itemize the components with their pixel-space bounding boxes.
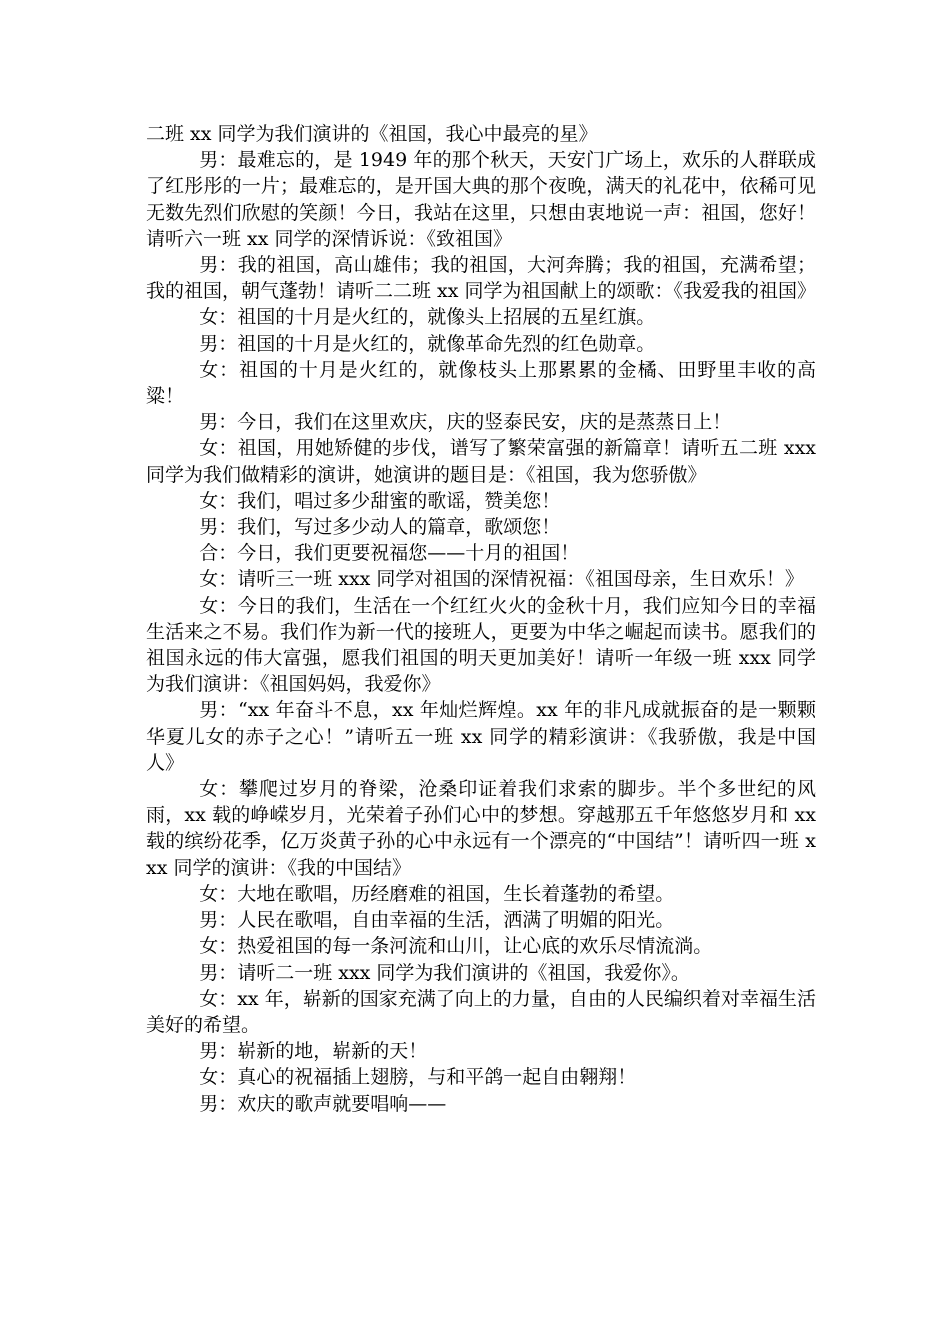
paragraph: 二班 xx 同学为我们演讲的《祖国，我心中最亮的星》 bbox=[146, 123, 598, 145]
paragraph: 女：今日的我们，生活在一个红红火火的金秋十月，我们应知今日的幸福生活来之不易。我们作为新一代的接班人，更要为中华之崛起而读书。愿我们的祖国永远的伟大富强，愿我们祖国的明天更加美好！请听一年级一班 xxx 同学为我们演讲：《祖国妈妈，我爱你》 bbox=[146, 594, 816, 696]
paragraph: 女：xx 年，崭新的国家充满了向上的力量，自由的人民编织着对幸福生活美好的希望。 bbox=[146, 987, 816, 1036]
paragraph: 男：我们，写过多少动人的篇章，歌颂您！ bbox=[199, 516, 561, 539]
document-body bbox=[146, 121, 816, 1117]
paragraph: 女：祖国，用她矫健的步伐，谱写了繁荣富强的新篇章！请听五二班 xxx 同学为我们做精彩的演讲，她演讲的题目是：《祖国，我为您骄傲》 bbox=[146, 437, 816, 486]
paragraph: 男：请听二一班 xxx 同学为我们演讲的《祖国，我爱你》。 bbox=[199, 961, 690, 984]
paragraph: 男：崭新的地，崭新的天！ bbox=[199, 1040, 428, 1063]
paragraph: 女：我们，唱过多少甜蜜的歌谣，赞美您！ bbox=[199, 489, 561, 512]
paragraph: 合：今日，我们更要祝福您——十月的祖国！ bbox=[199, 542, 580, 565]
paragraph: 男：“xx 年奋斗不息，xx 年灿烂辉煌。xx 年的非凡成就振奋的是一颗颗华夏儿女的赤子之心！”请听五一班 xx 同学的精彩演讲：《我骄傲，我是中国人》 bbox=[146, 699, 816, 774]
paragraph: 女：请听三一班 xxx 同学对祖国的深情祝福：《祖国母亲，生日欢乐！》 bbox=[199, 568, 804, 591]
paragraph: 男：人民在歌唱，自由幸福的生活，洒满了明媚的阳光。 bbox=[199, 909, 675, 932]
paragraph: 男：今日，我们在这里欢庆，庆的竖泰民安，庆的是蒸蒸日上！ bbox=[199, 411, 732, 434]
paragraph: 女：祖国的十月是火红的，就像头上招展的五星红旗。 bbox=[199, 306, 656, 329]
paragraph: 女：真心的祝福插上翅膀，与和平鸽一起自由翱翔！ bbox=[199, 1066, 637, 1089]
paragraph: 男：欢庆的歌声就要唱响—— bbox=[199, 1092, 447, 1115]
paragraph: 女：祖国的十月是火红的，就像枝头上那累累的金橘、田野里丰收的高粱！ bbox=[146, 358, 816, 408]
paragraph: 女：热爱祖国的每一条河流和山川，让心底的欢乐尽情流淌。 bbox=[199, 935, 713, 958]
paragraph: 女：大地在歌唱，历经磨难的祖国，生长着蓬勃的希望。 bbox=[199, 882, 675, 905]
paragraph: 男：最难忘的，是 1949 年的那个秋天，天安门广场上，欢乐的人群联成了红彤彤的一片；最难忘的，是开国大典的那个夜晚，满天的礼花中，依稀可见无数先烈们欣慰的笑颜！今日，我站在这里，只想由衷地说一声：祖国，您好！请听六一班 xx 同学的深情诉说：《致祖国》 bbox=[146, 149, 816, 250]
paragraph: 男：祖国的十月是火红的，就像革命先烈的红色勋章。 bbox=[199, 332, 656, 355]
paragraph: 男：我的祖国，高山雄伟；我的祖国，大河奔腾；我的祖国，充满希望；我的祖国，朝气蓬勃！请听二二班 xx 同学为祖国献上的颂歌：《我爱我的祖国》 bbox=[146, 254, 817, 303]
paragraph: 女：攀爬过岁月的脊梁，沧桑印证着我们求索的脚步。半个多世纪的风雨，xx 载的峥嵘岁月，光荣着子孙们心中的梦想。穿越那五千年悠悠岁月和 xx 载的缤纷花季，亿万炎黄子孙的心中永远有一个漂亮的“中国结”！请听四一班 xxx 同学的演讲：《我的中国结》 bbox=[146, 778, 816, 879]
